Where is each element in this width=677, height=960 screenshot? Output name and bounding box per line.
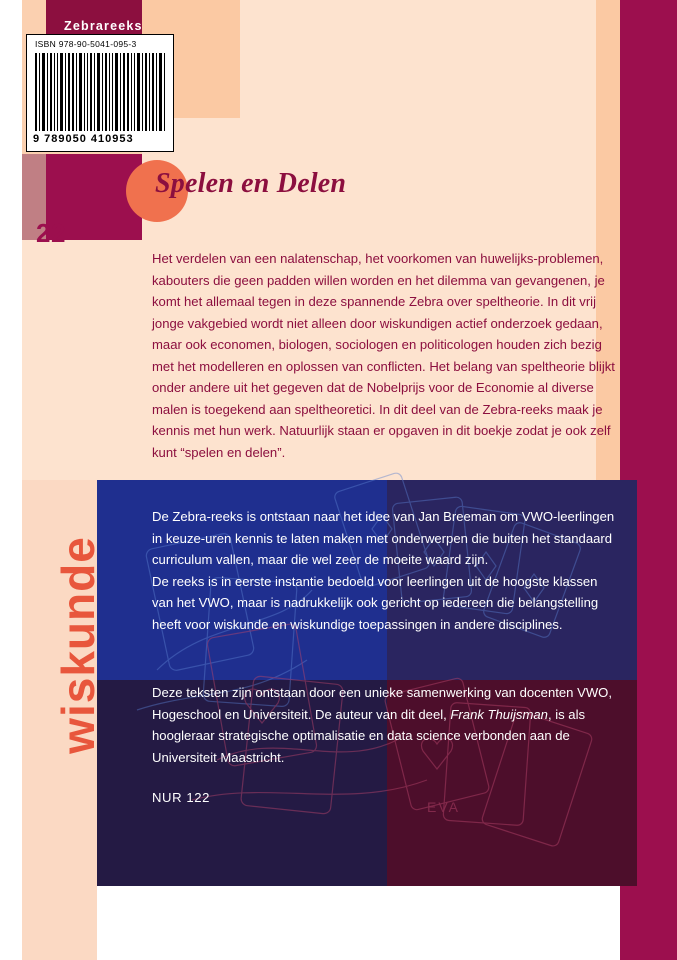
author-name: Frank Thuijsman	[450, 706, 548, 722]
book-title: Spelen en Delen	[155, 168, 347, 199]
barcode	[26, 34, 174, 152]
barcode-bars	[35, 53, 165, 131]
spine-subject-word: wiskunde	[52, 536, 104, 754]
nur-code: NUR 122	[152, 790, 211, 805]
authors-paragraph	[152, 682, 622, 768]
issue-number: 22	[36, 218, 66, 248]
barcode-digits: 9 789050 410953	[33, 133, 134, 145]
bottom-white-strip	[97, 886, 620, 960]
isbn-label: ISBN 978-90-5041-095-3	[35, 39, 137, 49]
series-origin-paragraph: De Zebra-reeks is ontstaan naar het idee van Jan Breeman om VWO-leerlingen in keuze-uren kennis te laten maken met onderwerpen die buiten het standaard curriculum vallen, maar die wel zeer de moeite waard zijn. De reeks is in eerste instantie bedoeld voor leerlingen uit de hoogste klassen van het VWO, maar is nadrukkelijk ook gericht op iedereen die belangstelling heeft voor wiskunde en wiskundige toepassingen in andere disciplines.	[152, 509, 615, 632]
artwork-signature: EVA	[427, 799, 460, 815]
authors-text-part1: Deze teksten zijn ontstaan door een unieke samenwerking van docenten VWO, Hogeschool en Universiteit. De auteur van dit deel,	[152, 685, 613, 722]
authors-text-part2: , is als hoogleraar strategische optimalisatie en data science verbonden aan de Universiteit Maastricht.	[152, 706, 586, 765]
back-cover-blurb: Het verdelen van een nalatenschap, het voorkomen van huwelijks-problemen, kabouters die geen padden willen worden en het dilemma van gevangenen, je komt het allemaal tegen in deze spannende Zebra over speltheorie. In dit vrij jonge vakgebied wordt niet alleen door wiskundigen actief onderzoek gedaan, maar ook economen, biologen, sociologen en politicologen houden zich bezig met het modelleren en oplossen van conflicten. Het belang van speltheorie blijkt onder andere uit het gegeven dat de Nobelprijs voor de Economie al diverse malen is toegekend aan speltheoretici. In dit deel van de Zebra-reeks maak je kennis met hun werk. Natuurlijk staan er opgaven in dit boekje zodat je ook zelf kunt “spelen en delen”.	[152, 251, 615, 460]
series-title: Zebrareeks	[64, 19, 143, 33]
